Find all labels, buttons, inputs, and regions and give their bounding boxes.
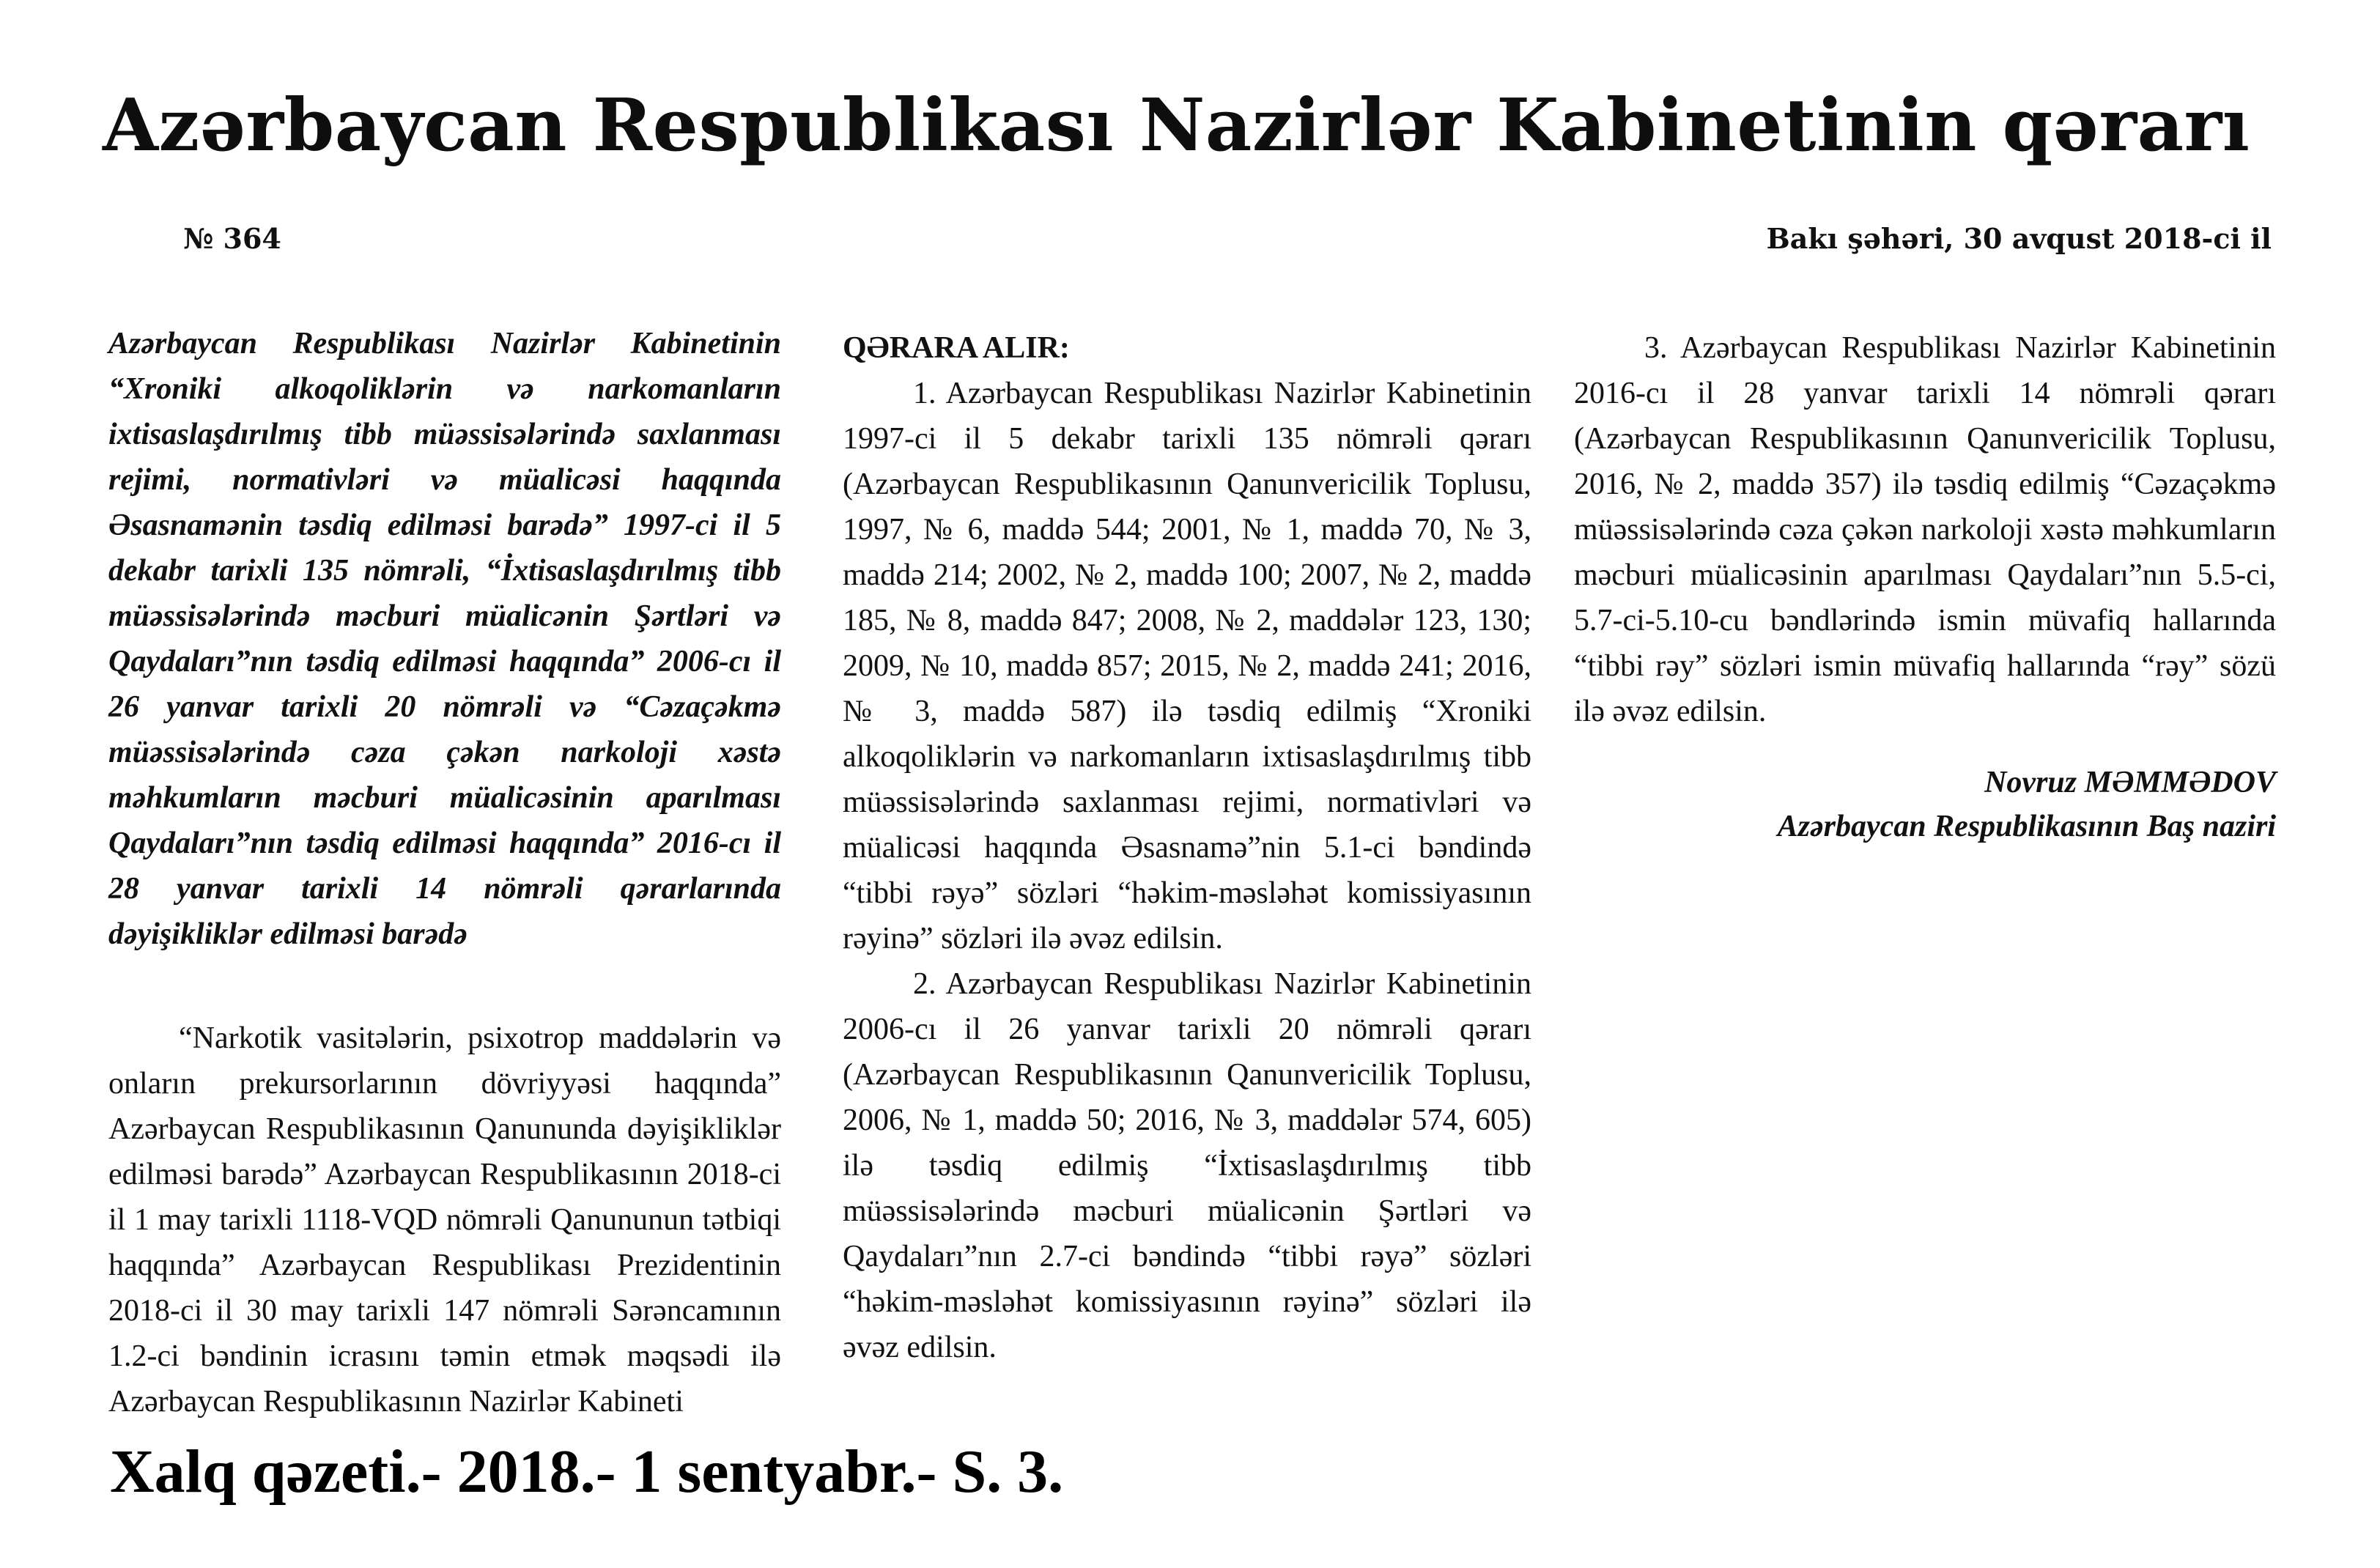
intro-paragraph: “Narkotik vasitələrin, psixotrop maddələrin və onların prekursorlarının dövriyyəsi haqqında” Azərbaycan Respublikasının Qanununda dəyişikliklər edilməsi barədə” Azərbaycan Respublikasının 2018-ci il 1 may tarixli 1118-VQD nömrəli Qanununun tətbiqi haqqında” Azərbaycan Respublikası Prezidentinin 2018-ci il 30 may tarixli 147 nömrəli Sərəncamının 1.2-ci bəndinin icrasını təmin etmək məqsədi ilə Azərbaycan Respublikasının Nazirlər Kabineti (108, 1021, 781, 1419)
column-1 (108, 321, 781, 1424)
item-3: 3. Azərbaycan Respublikası Nazirlər Kabinetinin 2016-cı il 28 yanvar tarixli 14 nömrəli qərarı (Azərbaycan Respublikasının Qanunvericilik Toplusu, 2016, № 2, maddə 357) ilə təsdiq edilmiş “Cəzaçəkmə müəssisələrində cəza çəkən narkoloji xəstə məhkumların məcburi müalicəsinin aparılması Qaydaları”nın 5.5-ci, 5.7-ci-5.10-cu bəndlərində ismin müvafiq hallarında “tibbi rəy” sözləri ismin müvafiq hallarında “rəy” sözü ilə əvəz edilsin. (1574, 331, 2276, 728)
signatory-name: Novruz MƏMMƏDOV (1984, 766, 2276, 799)
item-1: 1. Azərbaycan Respublikası Nazirlər Kabinetinin 1997-ci il 5 dekabr tarixli 135 nömrəli qərarı (Azərbaycan Respublikasının Qanunvericilik Toplusu, 1997, № 6, maddə 544; 2001, № 1, maddə 70, № 3, maddə 214; 2002, № 2, maddə 100; 2007, № 2, maddə 185, № 8, maddə 847; 2008, № 2, maddələr 123, 130; 2009, № 10, maddə 857; 2015, № 2, maddə 241; 2016, № 3, maddə 587) ilə təsdiq edilmiş “Xroniki alkoqoliklərin və narkomanların ixtisaslaşdırılmış tibb müəssisələrində saxlanması rejimi, normativləri və müalicəsi haqqında Əsasnamə”nin 5.1-ci bəndində “tibbi rəyə” sözləri “həkim-məsləhət komissiyasının rəyinə” sözləri ilə əvəz edilsin. (843, 377, 1531, 955)
decision-line (843, 325, 1531, 371)
source-citation: Xalq qəzeti.- 2018.- 1 sentyabr.- S. 3. (110, 1438, 1064, 1506)
column-2 (843, 325, 1531, 1370)
signatory-title: Azərbaycan Respublikasının Baş naziri (1777, 810, 2276, 843)
document-title: Azərbaycan Respublikası Nazirlər Kabinetinin qərarı (103, 84, 2250, 168)
column-3 (1574, 325, 2276, 848)
place-date: Bakı şəhəri, 30 avqust 2018-ci il (1766, 222, 2272, 255)
decree-number: № 364 (183, 222, 281, 255)
decision-word: QƏRARA ALIR: (843, 331, 1070, 365)
decree-preamble: Azərbaycan Respublikası Nazirlər Kabinetinin “Xroniki alkoqoliklərin və narkomanların ixtisaslaşdırılmış tibb müəssisələrində saxlanması rejimi, normativləri və müalicəsi haqqında Əsasnamənin təsdiq edilməsi barədə” 1997-ci il 5 dekabr tarixli 135 nömrəli, “İxtisaslaşdırılmış tibb müəssisələrində məcburi müalicənin Şərtləri və Qaydaları”nın təsdiq edilməsi haqqında” 2006-cı il 26 yanvar tarixli 20 nömrəli və “Cəzaçəkmə müəssisələrində cəza çəkən narkoloji xəstə məhkumların məcburi müalicəsinin aparılması Qaydaları”nın təsdiq edilməsi haqqında” 2016-cı il 28 yanvar tarixli 14 nömrəli qərarlarında dəyişikliklər edilməsi barədə (108, 327, 781, 951)
signature-block (1574, 761, 2276, 848)
item-2: 2. Azərbaycan Respublikası Nazirlər Kabinetinin 2006-cı il 26 yanvar tarixli 20 nömrəli qərarı (Azərbaycan Respublikasının Qanunvericilik Toplusu, 2006, № 1, maddə 50; 2016, № 3, maddələr 574, 605) ilə təsdiq edilmiş “İxtisaslaşdırılmış tibb müəssisələrində məcburi müalicənin Şərtləri və Qaydaları”nın 2.7-ci bəndində “tibbi rəyə” sözləri “həkim-məsləhət komissiyasının rəyinə” sözləri ilə əvəz edilsin. (843, 967, 1531, 1364)
